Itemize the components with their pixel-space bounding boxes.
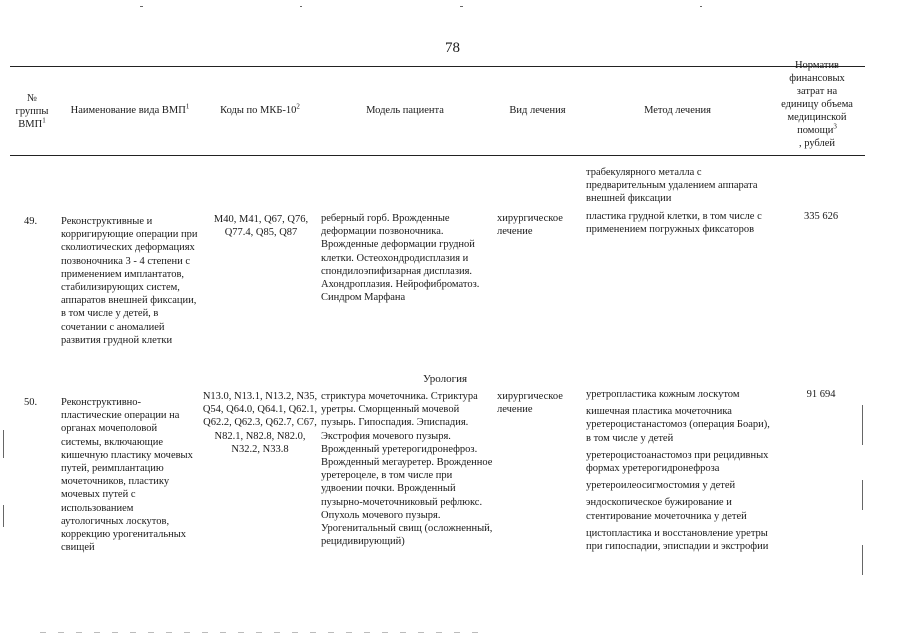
row-50-icd-codes: N13.0, N13.1, N13.2, N35, Q54, Q64.0, Q64.1, Q62.1, Q62.2, Q62.3, Q62.7, C67, N82.1, N82.8, N82.0, N32.2, N33.8 xyxy=(202,391,318,455)
row-49-number: 49. xyxy=(24,216,38,227)
continuation-method: трабекулярного металла с предварительным удалением аппарата внешней фиксации xyxy=(586,167,758,205)
row-50-method-item: кишечная пластика мочеточника xyxy=(586,406,732,418)
row-50-method-item: уретропластика кожным лоскутом xyxy=(586,389,740,400)
scan-speck xyxy=(3,430,4,458)
row-50-method-item: уретероцистанастомоз (операция Боари), в том числе у детей xyxy=(586,419,770,444)
header-cost-standard: Норматив финансовых затрат на единицу объема медицинской помощи$^3$ , рублей xyxy=(781,60,853,149)
header-treatment-method: Метод лечения xyxy=(644,105,711,116)
page-number: 78 xyxy=(445,40,460,56)
table-header-bottom-rule xyxy=(10,155,865,156)
row-50-method-item: эндоскопическое бужирование и стентирование мочеточника у детей xyxy=(586,497,747,522)
row-49-icd-codes: M40, M41, Q67, Q76, Q77.4, Q85, Q87 xyxy=(213,214,309,239)
row-50-method-item: цистопластика и восстановление уретры при гипоспадии, эписпадии и экстрофии xyxy=(586,527,769,553)
scan-speck xyxy=(862,545,863,575)
scan-bottom-edge xyxy=(40,632,480,633)
header-icd-codes: Коды по МКБ-$10^2$ xyxy=(220,102,300,116)
scan-speck xyxy=(3,505,4,527)
row-49-vmp-name: Реконструктивные и корригирующие операции при сколиотических деформациях позвоночника 3 - 4 степени с применением имплантатов, стабилизирующих систем, аппаратов внешней фиксации, в том числе у детей, в сочетании с аномалией развития грудной клетки xyxy=(61,216,198,346)
header-vmp-name: Наименование вида ВМП$^1$ xyxy=(70,102,190,116)
table-header-top-rule xyxy=(10,66,865,67)
row-50-number: 50. xyxy=(24,397,38,408)
row-50-vmp-name: Реконструктивно-пластические операции на органах мочеполовой системы, включающие кишечную пластику мочевых путей, реимплантацию мочеточников, пластику мочевых путей с использованием аутологичных лоскутов, коррекцию урогенитальных свищей xyxy=(61,397,193,554)
row-50-method-item: уретероцистоанастомоз при рецидивных формах уретерогидронефроза xyxy=(586,449,769,475)
row-50-treatment-type: хирургическое лечение xyxy=(497,391,563,416)
row-49-method: пластика грудной клетки, в том числе с применением погружных фиксаторов xyxy=(586,211,762,236)
row-50-methods xyxy=(586,388,776,557)
header-group-number: № группы ВМП$^1$ xyxy=(15,93,49,130)
header-patient-model: Модель пациента xyxy=(366,105,444,116)
row-50-patient-model: стриктура мочеточника. Стриктура уретры. Сморщенный мочевой пузырь. Гипоспадия. Эписпадия. Экстрофия мочевого пузыря. Врожденный уретерогидронефроз. Врожденный мегауретер. Врожденное уретероцеле, в том числе при удвоении почки. Врожденный пузырно-мочеточниковый рефлюкс. Опухоль мочевого пузыря. Урогенитальный свищ (осложненный, рецидивирующий) xyxy=(321,391,493,548)
section-heading-urology: Урология xyxy=(422,373,468,385)
scan-speck xyxy=(862,405,863,445)
scan-speck xyxy=(300,6,302,7)
scan-speck xyxy=(862,480,863,510)
row-50-cost: 91 694 xyxy=(806,389,836,400)
row-49-cost: 335 626 xyxy=(803,211,839,222)
row-49-treatment-type: хирургическое лечение xyxy=(497,213,563,238)
row-50-method-item: уретероилеосигмостомия у детей xyxy=(586,480,736,492)
header-treatment-type: Вид лечения xyxy=(509,105,566,116)
scan-speck xyxy=(460,6,463,7)
scan-speck xyxy=(140,6,143,7)
row-49-patient-model: реберный горб. Врожденные деформации позвоночника. Врожденные деформации грудной клетки. Остеохондродисплазия и спондилоэпифизарная дисплазия. Ахондроплазия. Нейрофиброматоз. Синдром Марфана xyxy=(321,213,480,304)
scan-speck xyxy=(700,6,702,7)
